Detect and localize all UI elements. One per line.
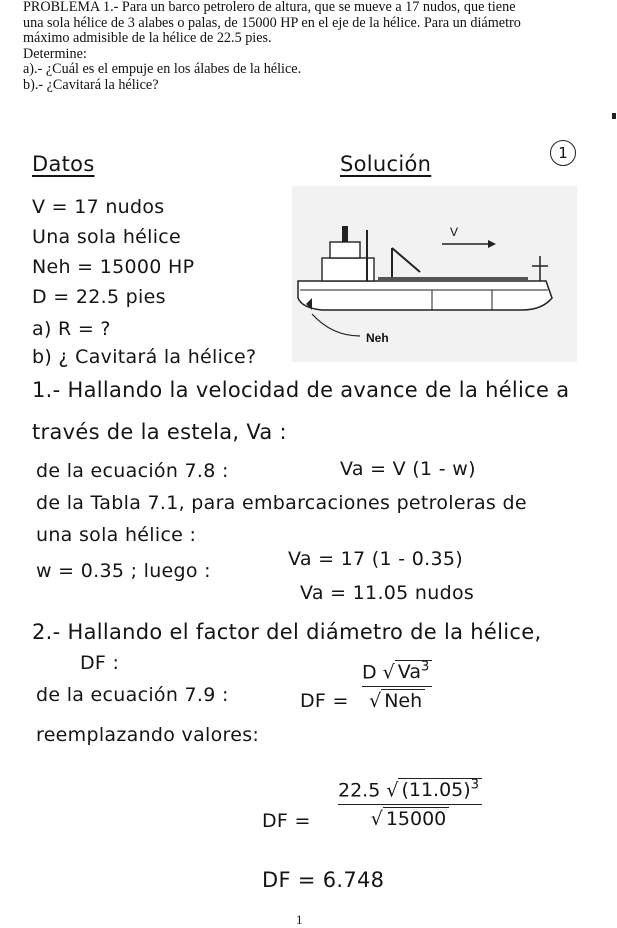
datos-d: D = 22.5 pies [32, 286, 166, 308]
velocity-label: V [450, 225, 459, 239]
solucion-title: Solución [340, 152, 432, 176]
datos-neh: Neh = 15000 HP [32, 256, 195, 278]
datos-v: V = 17 nudos [32, 196, 165, 218]
ship-figure [292, 186, 577, 362]
problem-line: Determine: [23, 45, 87, 62]
datos-helice: Una sola hélice [32, 226, 182, 248]
page-number: 1 [296, 912, 303, 927]
formula-va: Va [397, 661, 421, 684]
neh-pointer [312, 314, 360, 336]
step1-eq-ref: de la ecuación 7.8 : [36, 460, 229, 482]
step2-eq-ref: de la ecuación 7.9 : [36, 684, 229, 706]
problem-line: una sola hélice de 3 alabes o palas, de 15000 HP en el eje de la hélice. Para un diámetro [23, 14, 521, 31]
substituted-exp: 3 [470, 778, 479, 793]
problem-statement [23, 0, 608, 94]
step1-eq: Va = V (1 - w) [340, 458, 476, 480]
formula-denominator: √ Neh [369, 690, 425, 712]
hull-shape [298, 281, 552, 310]
neh-label: Neh [366, 331, 389, 345]
problem-line: b).- ¿Cavitará la hélice? [23, 76, 159, 93]
formula-lhs: DF = [300, 690, 349, 712]
substituted-va: (11.05) [401, 779, 471, 802]
datos-title: Datos [32, 152, 95, 176]
formula-d: D [362, 661, 377, 684]
page-marker: 1 [550, 140, 576, 166]
substituted-fraction [338, 778, 482, 830]
deck-pipes [378, 277, 528, 281]
substituted-lhs: DF = [262, 810, 311, 832]
step1-line1: 1.- Hallando la velocidad de avance de la hélice a [32, 378, 570, 402]
substituted-denominator: √ 15000 [371, 808, 450, 830]
step2-replace: reemplazando valores: [36, 724, 260, 746]
df-result: DF = 6.748 [262, 868, 385, 892]
step1-line2: través de la estela, Va : [32, 420, 287, 444]
step1-va-result: Va = 11.05 nudos [300, 582, 475, 604]
formula-neh: Neh [381, 689, 425, 712]
step1-w-value: w = 0.35 ; luego : [36, 560, 211, 582]
substituted-neh: 15000 [383, 807, 449, 830]
step2-line2: DF : [80, 652, 120, 674]
substituted-numerator: 22.5 √ $(11.05)^3$ [338, 778, 482, 801]
step2-line1: 2.- Hallando el factor del diámetro de la hélice, [32, 620, 542, 644]
formula-fraction [362, 660, 432, 712]
datos-b: b) ¿ Cavitará la hélice? [32, 346, 257, 368]
ship-illustration [292, 186, 577, 362]
problem-line: máximo admisible de la hélice de 22.5 pies. [23, 30, 272, 47]
bridge [330, 242, 360, 258]
problem-line: PROBLEMA 1.- Para un barco petrolero de altura, que se mueve a 17 nudos, que tiene [23, 0, 516, 15]
fraction-bar [338, 804, 482, 805]
margin-mark [612, 113, 616, 119]
step1-va-sub: Va = 17 (1 - 0.35) [288, 548, 463, 570]
substituted-d: 22.5 [338, 779, 381, 802]
datos-a: a) R = ? [32, 318, 111, 340]
step1-table-ref2: una sola hélice : [36, 524, 197, 546]
step1-table-ref1: de la Tabla 7.1, para embarcaciones petroleras de [36, 492, 527, 514]
fraction-bar [362, 686, 432, 687]
arrow-head-icon [488, 240, 496, 248]
formula-exp: 3 [420, 660, 430, 675]
formula-numerator: D √ Va$^3$ [362, 660, 432, 683]
funnel [342, 226, 348, 242]
problem-line: a).- ¿Cuál es el empuje en los álabes de la hélice. [23, 61, 302, 78]
crane-arm [392, 248, 420, 272]
